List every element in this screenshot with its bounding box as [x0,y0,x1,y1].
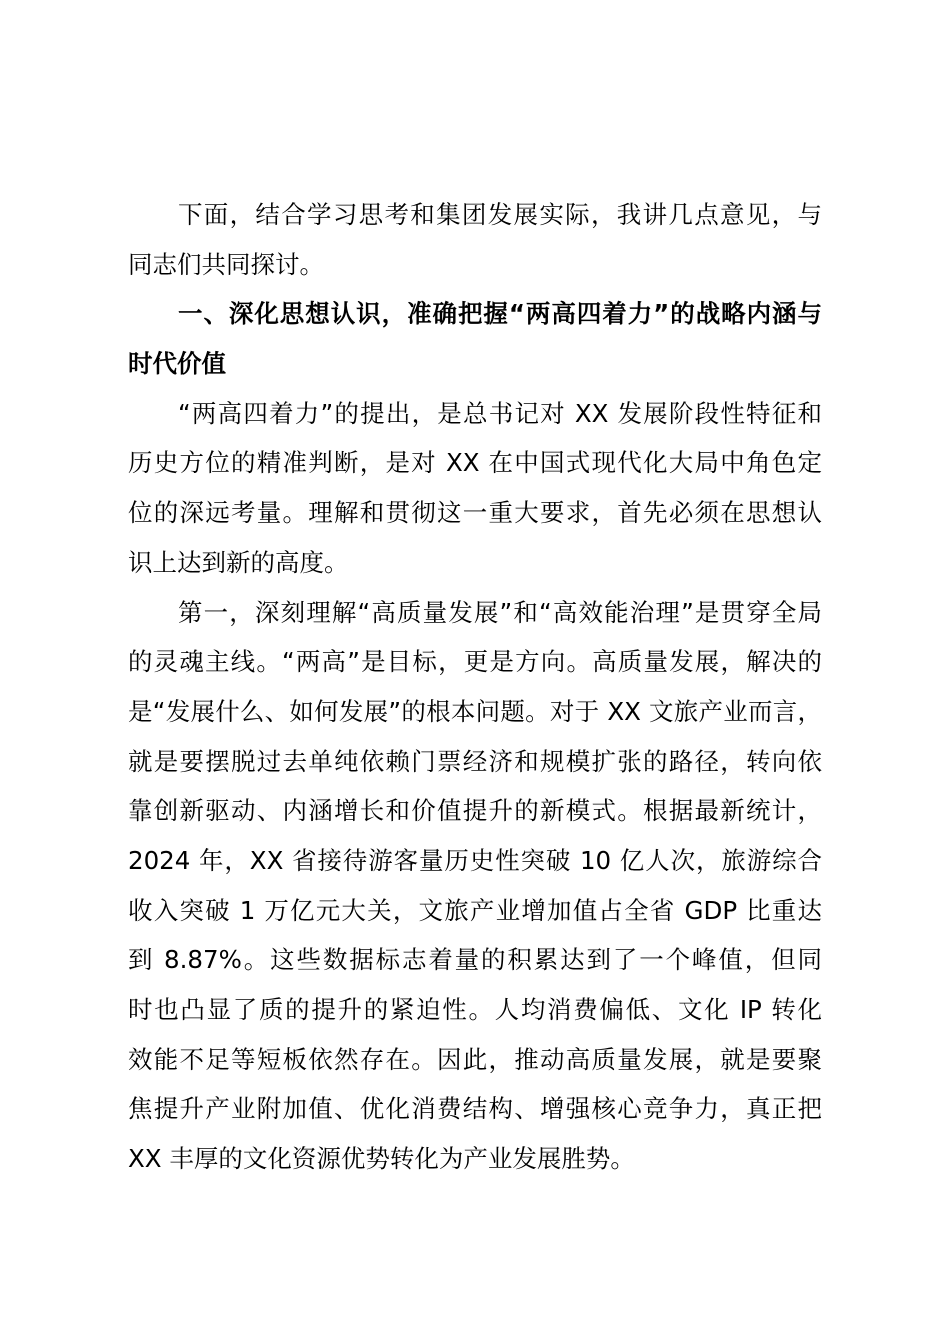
paragraph-line: 焦提升产业附加值、优化消费结构、增强核心竞争力，真正把 [128,1094,822,1124]
paragraph-line: XX 丰厚的文化资源优势转化为产业发展胜势。 [128,1144,635,1174]
paragraph-line: 就是要摆脱过去单纯依赖门票经济和规模扩张的路径，转向依 [128,746,822,776]
paragraph-line: 收入突破 1 万亿元大关，文旅产业增加值占全省 GDP 比重达 [128,895,822,925]
document-body [128,190,822,1184]
paragraph-line: 到 8.87%。这些数据标志着量的积累达到了一个峰值，但同 [128,945,822,975]
paragraph-line: 同志们共同探讨。 [128,249,324,279]
paragraph-line: “两高四着力”的提出，是总书记对 XX 发展阶段性特征和 [178,398,822,428]
paragraph-line: 位的深远考量。理解和贯彻这一重大要求，首先必须在思想认 [128,498,822,528]
paragraph-line: 是“发展什么、如何发展”的根本问题。对于 XX 文旅产业而言， [128,696,822,726]
paragraph-line: 下面，结合学习思考和集团发展实际，我讲几点意见，与 [178,200,822,229]
paragraph-line: 的灵魂主线。“两高”是目标，更是方向。高质量发展，解决的 [128,647,822,677]
paragraph-line: 2024 年，XX 省接待游客量历史性突破 10 亿人次，旅游综合 [128,845,822,875]
paragraph-line: 第一，深刻理解“高质量发展”和“高效能治理”是贯穿全局 [178,597,822,627]
paragraph-line: 识上达到新的高度。 [128,547,349,577]
paragraph-line: 历史方位的精准判断，是对 XX 在中国式现代化大局中角色定 [128,448,822,478]
section-heading-line: 时代价值 [128,349,226,379]
paragraph-line: 效能不足等短板依然存在。因此，推动高质量发展，就是要聚 [128,1044,822,1074]
paragraph-line: 靠创新驱动、内涵增长和价值提升的新模式。根据最新统计， [128,796,822,826]
paragraph-line: 时也凸显了质的提升的紧迫性。人均消费偏低、文化 IP 转化 [128,995,822,1024]
section-heading-line: 一、深化思想认识，准确把握“两高四着力”的战略内涵与 [178,299,822,329]
